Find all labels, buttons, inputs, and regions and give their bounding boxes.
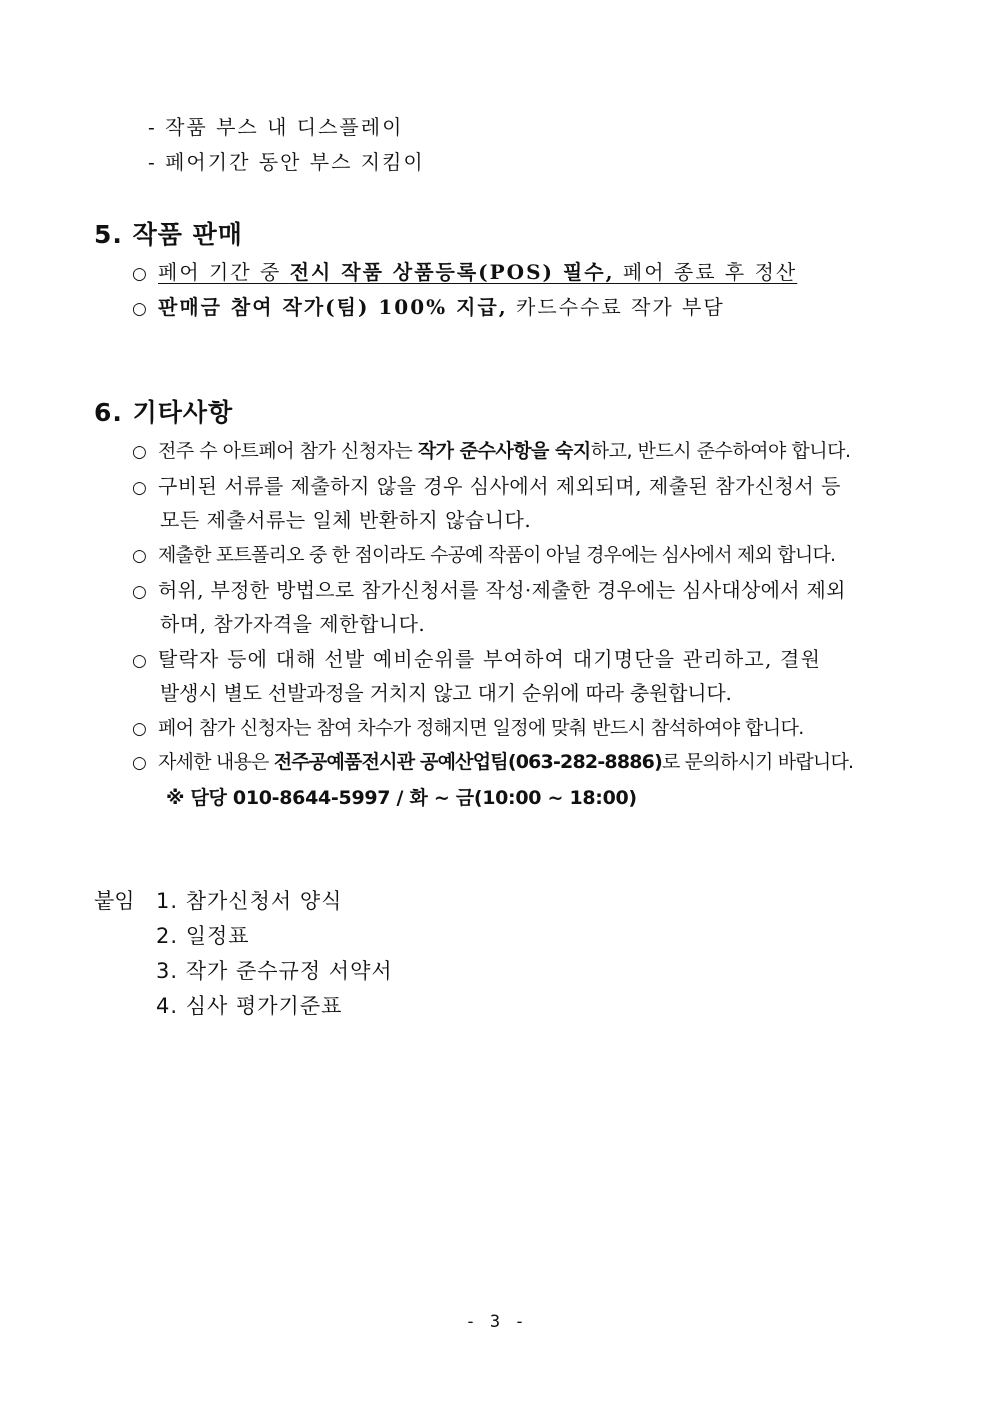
section-6-item-4: ○ 허위, 부정한 방법으로 참가신청서를 작성·제출한 경우에는 심사대상에서 제외 [132, 576, 846, 606]
bullet-icon: ○ [132, 478, 148, 498]
bullet-icon: ○ [132, 651, 149, 671]
section-5-item-1: ○ 페어 기간 중 전시 작품 상품등록(POS) 필수, 페어 종료 후 정산 [132, 258, 797, 288]
page-number: - 3 - [465, 1312, 527, 1332]
list-item: - 페어기간 동안 부스 지킴이 [148, 150, 425, 174]
section-5-item-2: ○ 판매금 참여 작가(팀) 100% 지급, 카드수수료 작가 부담 [132, 293, 725, 323]
section-6-heading: 6. 기타사항 [94, 398, 234, 427]
attachment-item: 4. 심사 평가기준표 [156, 994, 343, 1018]
attachment-item: 2. 일정표 [156, 924, 250, 948]
section-6-item-2-continued: 모든 제출서류는 일체 반환하지 않습니다. [160, 508, 532, 532]
section-6-item-7: ○ 자세한 내용은 전주공예품전시관 공예산업팀(063-282-8886)로 문의하시기 바랍니다. [132, 748, 853, 777]
section-6-item-4-continued: 하며, 참가자격을 제한합니다. [160, 612, 426, 636]
attachment-item: 3. 작가 준수규정 서약서 [156, 959, 393, 983]
bullet-icon: ○ [132, 582, 148, 602]
section-6-item-3: ○ 제출한 포트폴리오 중 한 점이라도 수공예 작품이 아닐 경우에는 심사에서 제외 합니다. [132, 541, 835, 570]
attachments-label: 붙임 [94, 889, 135, 913]
section-6-item-5: ○ 탈락자 등에 대해 선발 예비순위를 부여하여 대기명단을 관리하고, 결원 [132, 645, 821, 675]
section-6-item-1: ○ 전주 수 아트페어 참가 신청자는 작가 준수사항을 숙지하고, 반드시 준수하여야 합니다. [132, 437, 851, 466]
bullet-icon: ○ [132, 719, 147, 739]
bullet-icon: ○ [132, 753, 147, 773]
bullet-icon: ○ [132, 299, 149, 319]
section-5-heading: 5. 작품 판매 [94, 220, 243, 249]
list-item: - 작품 부스 내 디스플레이 [148, 115, 404, 139]
contact-info: ※ 담당 010-8644-5997 / 화 ~ 금(10:00 ~ 18:00) [166, 787, 637, 809]
attachment-item: 1. 참가신청서 양식 [156, 889, 343, 913]
section-6-item-2: ○ 구비된 서류를 제출하지 않을 경우 심사에서 제외되며, 제출된 참가신청서 등 [132, 472, 898, 502]
bullet-icon: ○ [132, 442, 147, 462]
bullet-icon: ○ [132, 264, 149, 284]
section-6-item-6: ○ 페어 참가 신청자는 참여 차수가 정해지면 일정에 맞춰 반드시 참석하여야 합니다. [132, 714, 804, 743]
bullet-icon: ○ [132, 546, 147, 566]
section-6-item-5-continued: 발생시 별도 선발과정을 거치지 않고 대기 순위에 따라 충원합니다. [160, 681, 732, 705]
